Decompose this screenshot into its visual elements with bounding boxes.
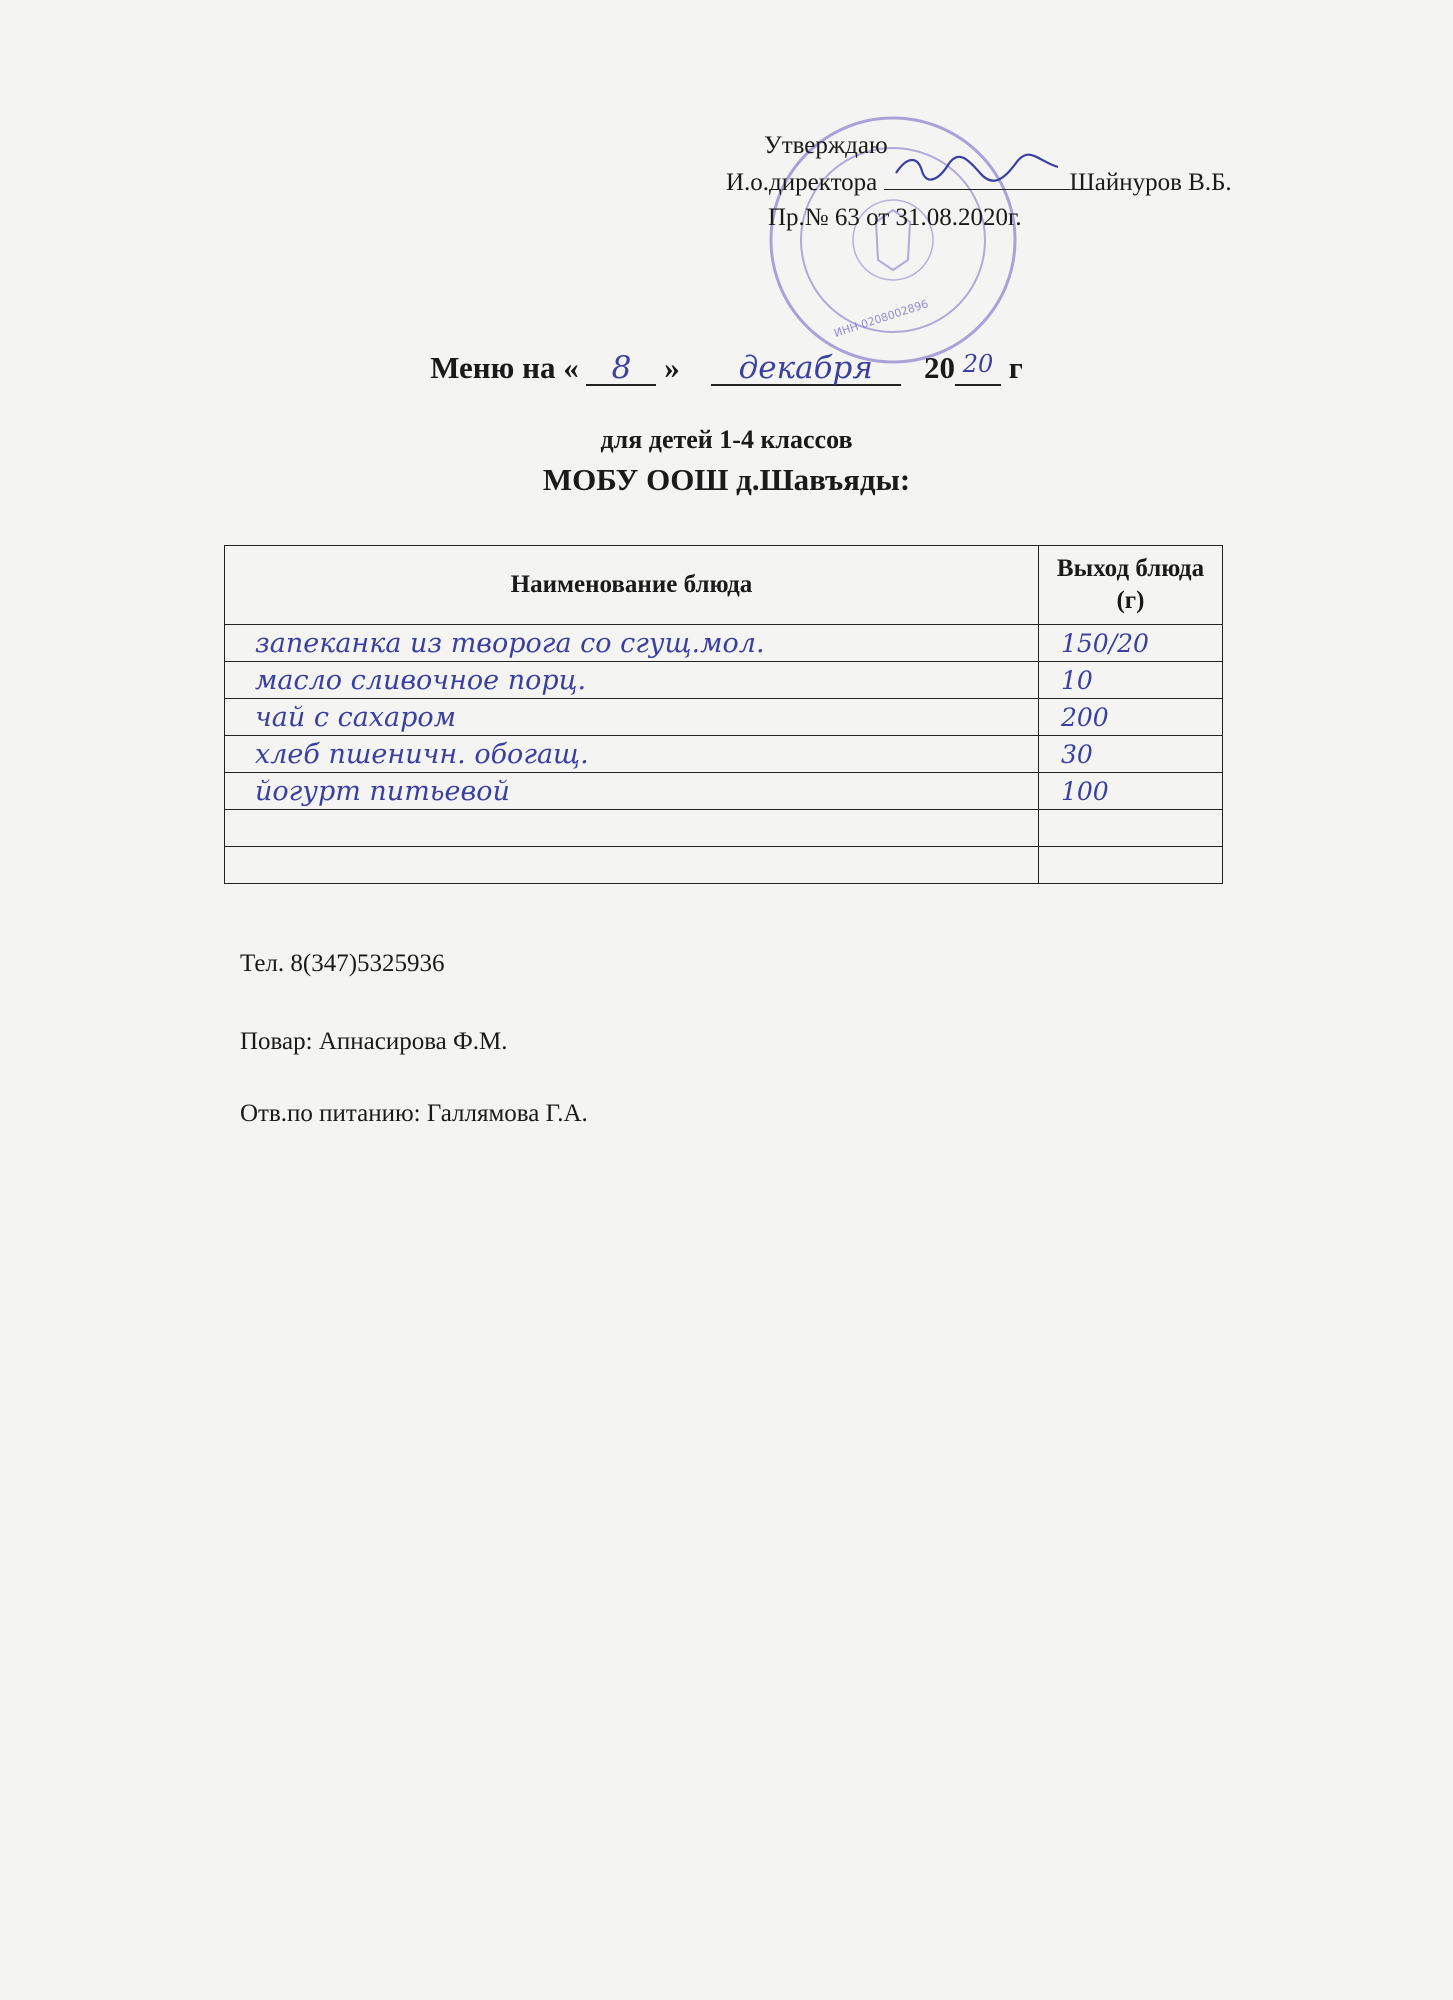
dish-name: йогурт питьевой [225, 773, 1039, 810]
subtitle: для детей 1-4 классов [600, 425, 853, 454]
title-year-suffix: 20 [955, 350, 1001, 386]
phone: Тел. 8(347)5325936 [240, 950, 445, 977]
dish-name: хлеб пшеничн. обогащ. [225, 736, 1039, 773]
table-row [225, 773, 1223, 810]
table-row [225, 847, 1223, 884]
table-row [225, 699, 1223, 736]
approval-line1: Утверждаю [764, 132, 888, 159]
signature-scribble [888, 151, 1068, 187]
approval-block [720, 128, 1370, 235]
dish-yield: 30 [1039, 736, 1223, 773]
dish-yield: 150/20 [1039, 625, 1223, 662]
approval-title: И.о.директора [726, 169, 878, 196]
menu-table [224, 545, 1223, 884]
table-row [225, 625, 1223, 662]
dish-yield [1039, 847, 1223, 884]
table-row [225, 736, 1223, 773]
approval-order: Пр.№ 63 от 31.08.2020г. [768, 204, 1022, 231]
title-month: декабря [711, 350, 901, 386]
dish-name [225, 847, 1039, 884]
school-name: МОБУ ООШ д.Шавъяды: [542, 462, 911, 497]
header-yield: Выход блюда (г) [1039, 546, 1223, 625]
dish-name: чай с сахаром [225, 699, 1039, 736]
page-title: Меню на « 8 » декабря 20 20 г [430, 350, 1023, 386]
dish-name: масло сливочное порц. [225, 662, 1039, 699]
approval-line2 [720, 163, 1370, 200]
stamp-inn: ИНН 0208002896 [832, 297, 930, 340]
dish-name: запеканка из творога со сгущ.мол. [225, 625, 1039, 662]
table-row [225, 810, 1223, 847]
dish-yield: 100 [1039, 773, 1223, 810]
header-dish-name: Наименование блюда [225, 546, 1039, 625]
dish-yield: 200 [1039, 699, 1223, 736]
dish-yield [1039, 810, 1223, 847]
title-day: 8 [586, 350, 656, 386]
table-row [225, 662, 1223, 699]
director-name: Шайнуров В.Б. [1069, 169, 1232, 196]
cook: Повар: Апнасирова Ф.М. [240, 1028, 508, 1055]
dish-name [225, 810, 1039, 847]
dish-yield: 10 [1039, 662, 1223, 699]
director-signature [884, 163, 1070, 190]
title-year-prefix: 20 [923, 350, 955, 385]
table-header-row [225, 546, 1223, 625]
responsible-person: Отв.по питанию: Галлямова Г.А. [240, 1100, 588, 1127]
